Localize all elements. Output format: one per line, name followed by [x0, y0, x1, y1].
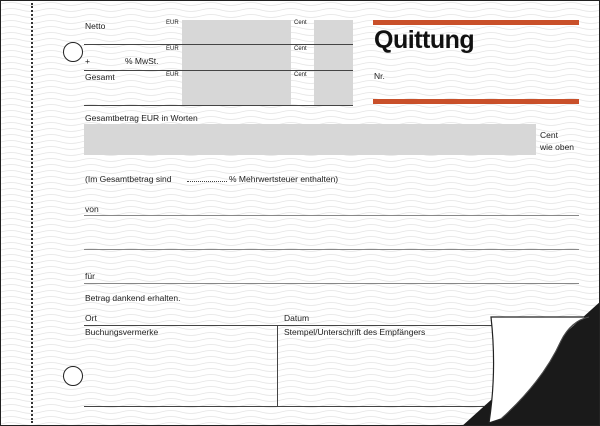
cent-label-gesamt: Cent: [294, 72, 307, 78]
ort-label: Ort: [85, 313, 97, 323]
cent-label-netto: Cent: [294, 20, 307, 26]
gesamt-label: Gesamt: [85, 72, 115, 82]
von-line-2[interactable]: [84, 249, 579, 250]
netto-row-line: [84, 44, 353, 45]
eur-label-netto: EUR: [166, 20, 179, 26]
cent-field[interactable]: [314, 20, 353, 105]
datum-label: Datum: [284, 313, 310, 323]
fuer-label: für: [85, 271, 95, 281]
vat-percent-blank[interactable]: [187, 181, 227, 182]
receipt-title: Quittung: [374, 26, 475, 54]
ort-datum-line: [84, 325, 494, 326]
perforation-line: [31, 3, 33, 423]
gesamt-row-line: [84, 105, 353, 106]
page-curl-corner: [461, 301, 600, 426]
fuer-line[interactable]: [84, 283, 579, 284]
buchungsvermerke-label: Buchungsvermerke: [85, 327, 159, 337]
amount-in-words-label: Gesamtbetrag EUR in Worten: [85, 113, 198, 123]
stempel-label: Stempel/Unterschrift des Empfängers: [284, 327, 426, 337]
title-accent-bar-top: [373, 20, 579, 25]
netto-label: Netto: [85, 21, 106, 31]
eur-label-mwst: EUR: [166, 46, 179, 52]
mwst-label: % MwSt.: [125, 56, 159, 66]
received-text: Betrag dankend erhalten.: [85, 293, 181, 303]
vat-included-prefix: (Im Gesamtbetrag sind: [85, 174, 172, 184]
punch-hole-bottom: [63, 366, 83, 386]
von-line[interactable]: [84, 215, 579, 216]
punch-hole-top: [63, 42, 83, 62]
title-accent-bar-bottom: [373, 99, 579, 104]
cent-side-label: Cent: [540, 130, 558, 140]
amount-in-words-field[interactable]: [84, 124, 536, 155]
netto-eur-field[interactable]: [182, 20, 291, 105]
von-label: von: [85, 204, 99, 214]
mwst-row-line: [84, 70, 353, 71]
bottom-rule: [84, 406, 484, 407]
wie-oben-label: wie oben: [540, 142, 575, 152]
number-label: Nr.: [374, 71, 385, 81]
vat-included-suffix: % Mehrwertsteuer enthalten): [229, 174, 339, 184]
cent-label-mwst: Cent: [294, 46, 307, 52]
eur-label-gesamt: EUR: [166, 72, 179, 78]
signature-divider: [277, 325, 278, 407]
mwst-plus: +: [85, 56, 90, 66]
